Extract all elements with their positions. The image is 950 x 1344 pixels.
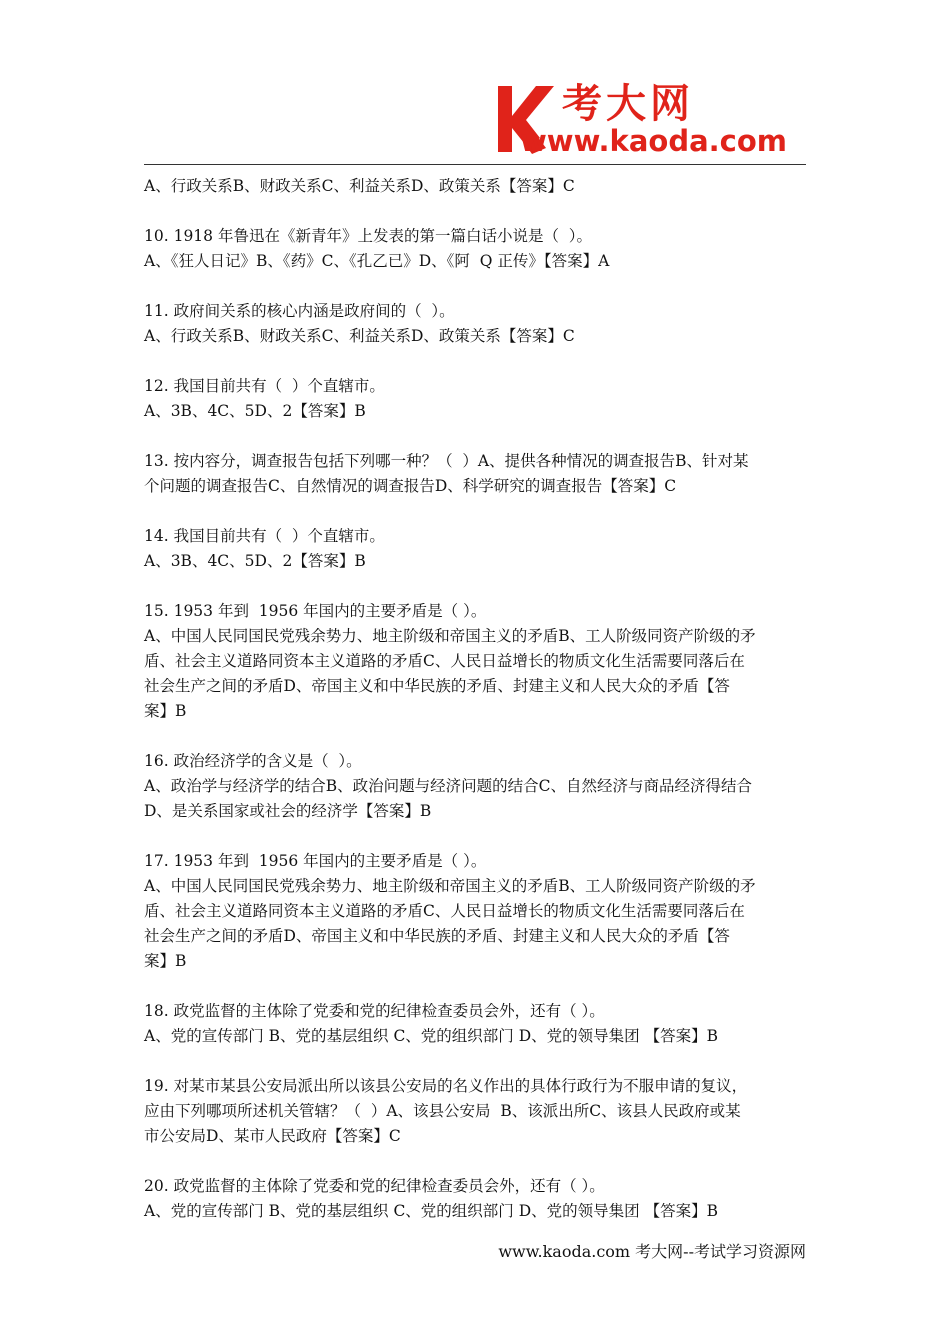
question-text: 16. 政治经济学的含义是（ ）。 [144, 752, 362, 770]
question-line: 个问题的调查报告C、自然情况的调查报告D、科学研究的调查报告【答案】C [144, 477, 677, 495]
footer-text: www.kaoda.com 考大网--考试学习资源网 [498, 1242, 806, 1261]
question-text: 13. 按内容分，调查报告包括下列哪一种？（ ）A、提供各种情况的调查报告B、针对某 [144, 452, 749, 470]
question-item [144, 449, 806, 499]
kaoda-logo [492, 80, 810, 160]
question-text: 15. 1953 年到 1956 年国内的主要矛盾是（ ）。 [144, 602, 487, 620]
question-line: 社会生产之间的矛盾D、帝国主义和中华民族的矛盾、封建主义和人民大众的矛盾【答 [144, 677, 730, 695]
question-line: A、行政关系B、财政关系C、利益关系D、政策关系【答案】C [144, 177, 575, 195]
question-line: 盾、社会主义道路同资本主义道路的矛盾C、人民日益增长的物质文化生活需要同落后在 [144, 652, 745, 670]
question-text: 19. 对某市某县公安局派出所以该县公安局的名义作出的具体行政行为不服申请的复议， [144, 1077, 748, 1095]
question-line: A、党的宣传部门 B、党的基层组织 C、党的组织部门 D、党的领导集团 【答案】B [144, 1027, 718, 1045]
question-item [144, 999, 806, 1049]
question-text: 10. 1918 年鲁迅在《新青年》上发表的第一篇白话小说是（ ）。 [144, 227, 593, 245]
logo-url: www.kaoda.com [520, 124, 787, 158]
question-line: 案】B [144, 952, 187, 970]
question-item [144, 299, 806, 349]
question-line: D、是关系国家或社会的经济学【答案】B [144, 802, 432, 820]
question-list [144, 174, 806, 1249]
question-item [144, 749, 806, 824]
question-line: A、行政关系B、财政关系C、利益关系D、政策关系【答案】C [144, 327, 575, 345]
question-text: 17. 1953 年到 1956 年国内的主要矛盾是（ ）。 [144, 852, 487, 870]
question-item [144, 524, 806, 574]
question-text: 18. 政党监督的主体除了党委和党的纪律检查委员会外，还有（ ）。 [144, 1002, 605, 1020]
question-item [144, 1174, 806, 1224]
question-line: 应由下列哪项所述机关管辖？（ ）A、该县公安局 B、该派出所C、该县人民政府或某 [144, 1102, 741, 1120]
question-item [144, 174, 806, 199]
header-divider [144, 164, 806, 165]
question-line: A、3B、4C、5D、2【答案】B [144, 402, 366, 420]
question-line: A、中国人民同国民党残余势力、地主阶级和帝国主义的矛盾B、工人阶级同资产阶级的矛 [144, 627, 756, 645]
question-line: 案】B [144, 702, 187, 720]
question-text: 14. 我国目前共有（ ）个直辖市。 [144, 527, 385, 545]
question-line: A、中国人民同国民党残余势力、地主阶级和帝国主义的矛盾B、工人阶级同资产阶级的矛 [144, 877, 756, 895]
question-item [144, 599, 806, 724]
question-line: 盾、社会主义道路同资本主义道路的矛盾C、人民日益增长的物质文化生活需要同落后在 [144, 902, 745, 920]
question-line: 社会生产之间的矛盾D、帝国主义和中华民族的矛盾、封建主义和人民大众的矛盾【答 [144, 927, 730, 945]
question-text: 12. 我国目前共有（ ）个直辖市。 [144, 377, 385, 395]
question-text: 11. 政府间关系的核心内涵是政府间的（ ）。 [144, 302, 455, 320]
question-line: A、政治学与经济学的结合B、政治问题与经济问题的结合C、自然经济与商品经济得结合 [144, 777, 752, 795]
question-item [144, 849, 806, 974]
question-line: A、《狂人日记》B、《药》C、《孔乙已》D、《阿 Q 正传》【答案】A [144, 252, 610, 270]
question-line: 市公安局D、某市人民政府【答案】C [144, 1127, 401, 1145]
question-line: A、党的宣传部门 B、党的基层组织 C、党的组织部门 D、党的领导集团 【答案】B [144, 1202, 718, 1220]
question-line: A、3B、4C、5D、2【答案】B [144, 552, 366, 570]
question-text: 20. 政党监督的主体除了党委和党的纪律检查委员会外，还有（ ）。 [144, 1177, 605, 1195]
logo-chinese-name: 考大网 [562, 81, 694, 127]
question-item [144, 374, 806, 424]
question-item [144, 1074, 806, 1149]
question-item [144, 224, 806, 274]
